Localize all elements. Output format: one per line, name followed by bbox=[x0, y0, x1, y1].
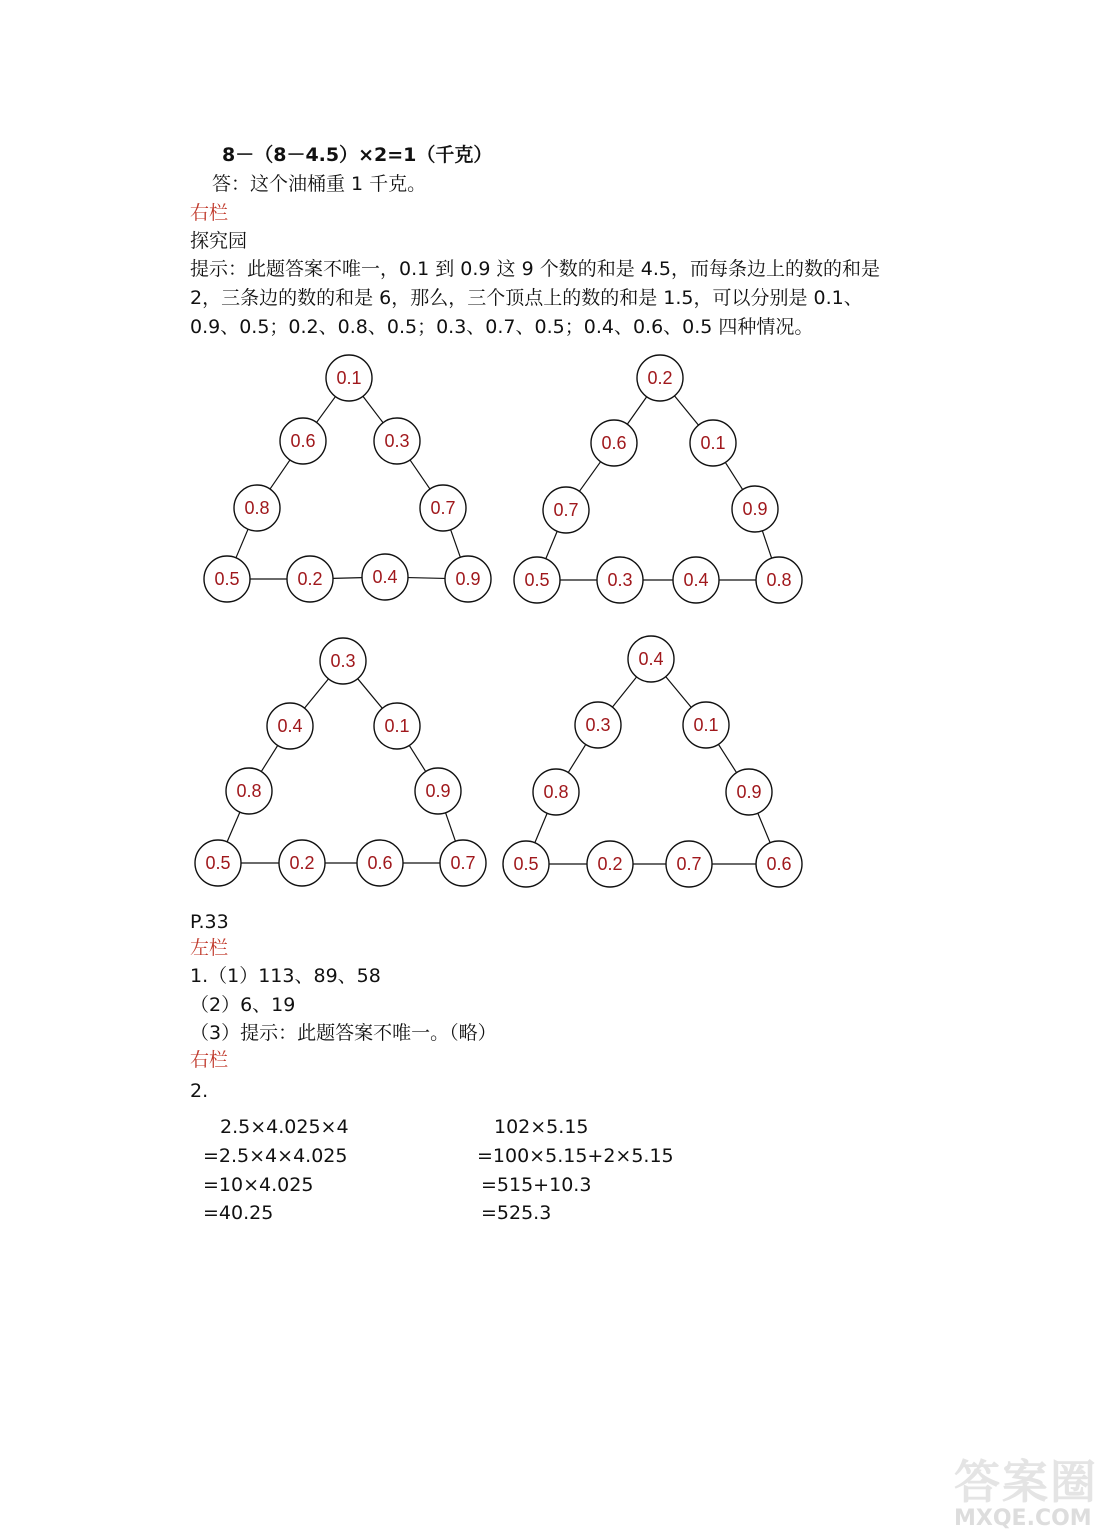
section-label-right-2: 右栏 bbox=[190, 1049, 229, 1071]
number-label: 0.6 bbox=[766, 854, 792, 874]
number-label: 0.8 bbox=[543, 782, 569, 802]
hint-line-1: 提示：此题答案不唯一，0.1 到 0.9 这 9 个数的和是 4.5，而每条边上的数的和是 bbox=[190, 258, 880, 280]
calc-b-step-1: 102×5.15 bbox=[494, 1116, 589, 1138]
number-label: 0.9 bbox=[425, 781, 451, 801]
hint-line-3: 0.9、0.5；0.2、0.8、0.5；0.3、0.7、0.5；0.4、0.6、0.5 四种情况。 bbox=[190, 316, 814, 338]
calc-a-step-2: =2.5×4×4.025 bbox=[203, 1145, 348, 1167]
triangle-edge bbox=[409, 745, 425, 771]
number-label: 0.5 bbox=[214, 569, 240, 589]
number-label: 0.2 bbox=[597, 854, 623, 874]
triangle-edge bbox=[236, 529, 248, 558]
triangle-edge bbox=[358, 679, 383, 709]
number-label: 0.6 bbox=[601, 433, 627, 453]
triangle-edge bbox=[451, 530, 461, 558]
number-label: 0.3 bbox=[607, 570, 633, 590]
number-label: 0.2 bbox=[647, 368, 673, 388]
watermark-title: 答案圈 bbox=[954, 1455, 1098, 1509]
number-label: 0.9 bbox=[736, 782, 762, 802]
number-label: 0.4 bbox=[277, 716, 303, 736]
calc-a-step-4: =40.25 bbox=[203, 1202, 274, 1224]
question-1-part-3: （3）提示：此题答案不唯一。（略） bbox=[190, 1022, 497, 1044]
section-label-right: 右栏 bbox=[190, 202, 229, 224]
triangle-edge bbox=[546, 531, 557, 559]
triangle-edge bbox=[568, 744, 586, 772]
calc-b-step-3: =515+10.3 bbox=[481, 1174, 592, 1196]
number-label: 0.7 bbox=[430, 498, 456, 518]
number-label: 0.1 bbox=[384, 716, 410, 736]
triangle-edge bbox=[261, 745, 277, 771]
hint-line-2: 2，三条边的数的和是 6，那么，三个顶点上的数的和是 1.5，可以分别是 0.1、 bbox=[190, 287, 863, 309]
triangle-edge bbox=[535, 813, 547, 843]
number-label: 0.4 bbox=[638, 649, 664, 669]
triangle-edge bbox=[718, 744, 736, 772]
number-label: 0.5 bbox=[205, 853, 231, 873]
triangle-edge bbox=[305, 679, 329, 708]
triangle-edge bbox=[762, 531, 771, 558]
triangle-edge bbox=[270, 460, 290, 489]
number-label: 0.7 bbox=[553, 500, 579, 520]
number-label: 0.8 bbox=[766, 570, 792, 590]
answer-line: 答：这个油桶重 1 千克。 bbox=[212, 173, 427, 195]
page-number: P.33 bbox=[190, 911, 229, 933]
calc-a-step-3: =10×4.025 bbox=[203, 1174, 314, 1196]
calc-a-step-1: 2.5×4.025×4 bbox=[220, 1116, 349, 1138]
calc-line-1: 8－（8－4.5）×2=1（千克） bbox=[222, 144, 493, 166]
number-label: 0.1 bbox=[336, 368, 362, 388]
number-label: 0.3 bbox=[384, 431, 410, 451]
number-label: 0.7 bbox=[450, 853, 476, 873]
question-1-part-2: （2）6、19 bbox=[190, 994, 296, 1016]
triangle-edge bbox=[408, 578, 445, 579]
calc-b-step-4: =525.3 bbox=[481, 1202, 552, 1224]
question-2-label: 2. bbox=[190, 1080, 209, 1102]
triangle-edge bbox=[227, 812, 240, 842]
number-label: 0.2 bbox=[297, 569, 323, 589]
number-label: 0.3 bbox=[585, 715, 611, 735]
watermark-url: MXQE.COM bbox=[954, 1506, 1092, 1531]
number-label: 0.1 bbox=[700, 433, 726, 453]
number-label: 0.4 bbox=[683, 570, 709, 590]
triangle-edge bbox=[333, 578, 362, 579]
watermark-logo bbox=[954, 1446, 1104, 1531]
number-label: 0.1 bbox=[693, 715, 719, 735]
number-label: 0.4 bbox=[372, 567, 398, 587]
number-label: 0.3 bbox=[330, 651, 356, 671]
triangle-edge bbox=[666, 677, 692, 708]
number-label: 0.7 bbox=[676, 854, 702, 874]
number-label: 0.8 bbox=[244, 498, 270, 518]
triangle-edge bbox=[675, 396, 699, 425]
number-label: 0.6 bbox=[367, 853, 393, 873]
number-label: 0.9 bbox=[455, 569, 481, 589]
number-label: 0.5 bbox=[524, 570, 550, 590]
triangle-edge bbox=[446, 813, 456, 842]
number-label: 0.6 bbox=[290, 431, 316, 451]
section-label-left: 左栏 bbox=[190, 937, 229, 959]
section-heading-explore: 探究园 bbox=[190, 230, 248, 252]
triangle-edge bbox=[317, 397, 336, 423]
number-label: 0.2 bbox=[289, 853, 315, 873]
triangle-edge bbox=[363, 396, 383, 422]
calc-b-step-2: =100×5.15+2×5.15 bbox=[477, 1145, 674, 1167]
triangle-edge bbox=[725, 462, 742, 489]
number-label: 0.5 bbox=[513, 854, 539, 874]
triangle-edge bbox=[410, 460, 430, 489]
number-label: 0.8 bbox=[236, 781, 262, 801]
triangle-edge bbox=[627, 397, 646, 424]
triangle-edge bbox=[758, 813, 770, 843]
triangle-edge bbox=[579, 462, 600, 492]
number-label: 0.9 bbox=[742, 499, 768, 519]
question-1-part-1: 1.（1）113、89、58 bbox=[190, 965, 381, 987]
triangle-edge bbox=[612, 677, 636, 707]
